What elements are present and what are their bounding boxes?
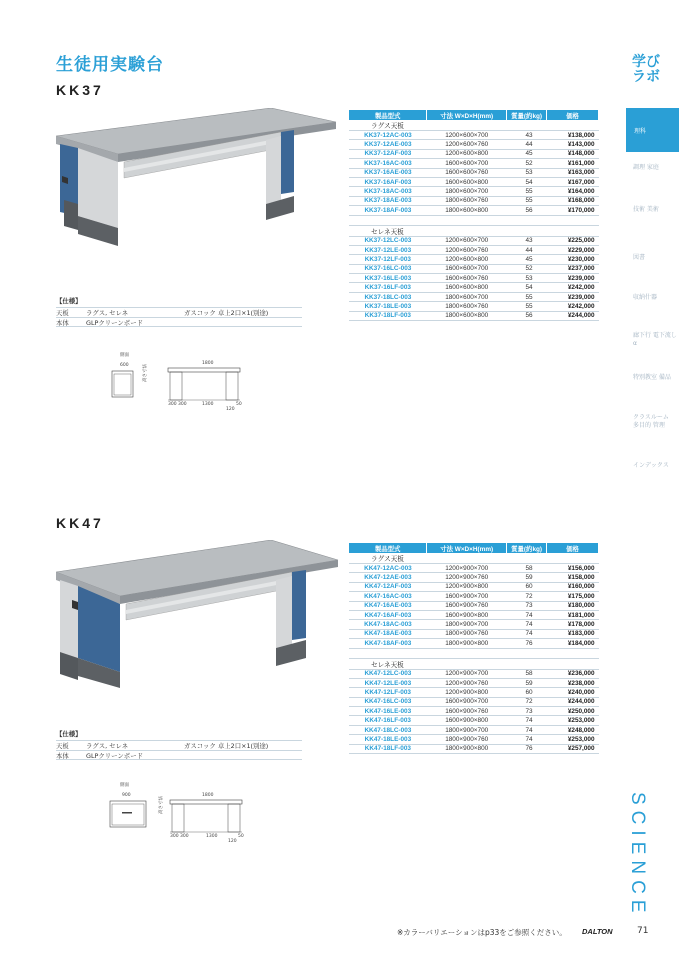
cell-weight: 53: [507, 168, 547, 177]
drawing-height-label: 高さ寸法: [159, 796, 164, 814]
cell-price: ¥178,000: [547, 620, 599, 629]
cell-size: 1800×600×760: [427, 302, 507, 311]
cell-size: 1600×900×760: [427, 601, 507, 610]
col-price: 価格: [547, 110, 599, 120]
cell-weight: 54: [507, 177, 547, 186]
cell-price: ¥160,000: [547, 582, 599, 591]
cell-code: KK47-16LF-003: [349, 716, 427, 725]
col-size: 寸法 W×D×H(mm): [427, 543, 507, 553]
spec-kk47: [56, 729, 302, 760]
page-number: 71: [637, 926, 649, 936]
nav-item[interactable]: 特別教室 備品: [633, 374, 671, 381]
table-row: [349, 149, 599, 158]
group-rows: [349, 236, 599, 321]
drawing-side-label: 側面: [120, 783, 129, 788]
nav-item[interactable]: クラスルーム 多目的 管理: [633, 414, 669, 429]
cell-price: ¥240,000: [547, 688, 599, 697]
cell-code: KK47-16AC-003: [349, 592, 427, 601]
cell-code: KK47-16AE-003: [349, 601, 427, 610]
table-row: [349, 620, 599, 629]
table-row: [349, 582, 599, 591]
cell-code: KK37-18AF-003: [349, 206, 427, 215]
cell-code: KK47-12AE-003: [349, 573, 427, 582]
cell-code: KK47-18LE-003: [349, 735, 427, 744]
cell-size: 1200×900×700: [427, 669, 507, 678]
table-row: [349, 678, 599, 687]
col-weight: 質量(約kg): [507, 543, 547, 553]
nav-item[interactable]: 図書: [633, 254, 646, 261]
col-code: 製品型式: [349, 110, 427, 120]
cell-size: 1200×600×700: [427, 236, 507, 245]
cell-size: 1800×900×760: [427, 735, 507, 744]
cell-weight: 74: [507, 620, 547, 629]
drawing-dim: 300: [168, 402, 177, 407]
cell-price: ¥170,000: [547, 206, 599, 215]
table-row: [349, 131, 599, 140]
drawing-dim: 300: [170, 834, 179, 839]
cell-weight: 53: [507, 274, 547, 283]
table-row: [349, 601, 599, 610]
table-row: [349, 716, 599, 725]
cell-code: KK47-16AF-003: [349, 610, 427, 619]
cell-weight: 45: [507, 255, 547, 264]
table-row: [349, 311, 599, 320]
cell-code: KK47-16LC-003: [349, 697, 427, 706]
spec-key: 天板: [56, 742, 69, 750]
cell-weight: 60: [507, 582, 547, 591]
table-row: [349, 639, 599, 648]
cell-size: 1600×900×700: [427, 592, 507, 601]
cell-size: 1600×600×760: [427, 168, 507, 177]
cell-price: ¥239,000: [547, 292, 599, 301]
drawing-dim: 300: [180, 834, 189, 839]
spec-kk37: [56, 296, 302, 327]
cell-size: 1600×900×800: [427, 610, 507, 619]
group-rows: [349, 669, 599, 754]
cell-price: ¥183,000: [547, 629, 599, 638]
cell-code: KK37-18AE-003: [349, 196, 427, 205]
cell-code: KK37-12LF-003: [349, 255, 427, 264]
table-row: [349, 236, 599, 245]
spec-value: ラグス, セレネ: [86, 309, 129, 317]
table-row: [349, 264, 599, 273]
table-row: [349, 697, 599, 706]
spec-key: 天板: [56, 309, 69, 317]
product-image-kk47: [56, 540, 341, 690]
cell-size: 1200×900×760: [427, 573, 507, 582]
page-title: 生徒用実験台: [56, 55, 164, 75]
footnote: ※カラーバリエーションはp33をご参照ください。: [397, 928, 567, 937]
cell-code: KK37-12AF-003: [349, 149, 427, 158]
table-row: [349, 159, 599, 168]
table-row: [349, 206, 599, 215]
col-price: 価格: [547, 543, 599, 553]
cell-price: ¥225,000: [547, 236, 599, 245]
product-image-kk37: [56, 108, 341, 248]
drawing-side-label: 側面: [120, 353, 129, 358]
cell-code: KK37-12AC-003: [349, 131, 427, 140]
table-row: [349, 274, 599, 283]
group-label: ラグス天板: [349, 120, 599, 131]
drawing-kk37: [108, 352, 248, 412]
cell-code: KK47-18AF-003: [349, 639, 427, 648]
nav-item[interactable]: 廊下行 電下流しα: [633, 332, 677, 347]
group-label: ラグス天板: [349, 553, 599, 564]
cell-code: KK37-16AC-003: [349, 159, 427, 168]
cell-price: ¥168,000: [547, 196, 599, 205]
cell-price: ¥244,000: [547, 311, 599, 320]
cell-size: 1800×900×800: [427, 744, 507, 753]
table-row: [349, 140, 599, 149]
cell-size: 1600×600×700: [427, 159, 507, 168]
cell-size: 1600×900×800: [427, 716, 507, 725]
col-size: 寸法 W×D×H(mm): [427, 110, 507, 120]
cell-price: ¥156,000: [547, 564, 599, 573]
cell-weight: 74: [507, 716, 547, 725]
col-code: 製品型式: [349, 543, 427, 553]
cell-size: 1800×600×800: [427, 206, 507, 215]
drawing-dim: 1300: [202, 402, 214, 407]
nav-item[interactable]: インデックス: [633, 462, 669, 469]
cell-price: ¥143,000: [547, 140, 599, 149]
drawing-depth: 900: [122, 793, 131, 798]
cell-price: ¥164,000: [547, 187, 599, 196]
cell-weight: 58: [507, 669, 547, 678]
drawing-depth: 600: [120, 363, 129, 368]
cell-code: KK37-16AF-003: [349, 177, 427, 186]
cell-code: KK37-18LF-003: [349, 311, 427, 320]
cell-price: ¥138,000: [547, 131, 599, 140]
cell-weight: 56: [507, 311, 547, 320]
product-table-kk37: [349, 110, 599, 321]
cell-price: ¥184,000: [547, 639, 599, 648]
drawing-dim: 300: [178, 402, 187, 407]
cell-weight: 55: [507, 187, 547, 196]
drawing-dim: 50: [236, 402, 242, 407]
spec-gas: ガスコック 卓上2口×1(別途): [184, 742, 269, 750]
table-row: [349, 744, 599, 753]
cell-size: 1200×600×700: [427, 131, 507, 140]
drawing-dim: 120: [228, 839, 237, 844]
cell-price: ¥148,000: [547, 149, 599, 158]
table-row: [349, 283, 599, 292]
drawing-dim: 50: [238, 834, 244, 839]
spec-value: GLPクリーンボード: [86, 751, 143, 760]
spec-key: 本体: [56, 318, 69, 327]
model-title-kk47: KK47: [56, 515, 104, 531]
cell-weight: 76: [507, 639, 547, 648]
cell-price: ¥181,000: [547, 610, 599, 619]
table-row: [349, 177, 599, 186]
cell-code: KK37-16LF-003: [349, 283, 427, 292]
cell-weight: 56: [507, 206, 547, 215]
product-table-kk47: [349, 543, 599, 754]
cell-size: 1600×900×700: [427, 697, 507, 706]
group-rows: [349, 131, 599, 216]
cell-size: 1600×900×760: [427, 707, 507, 716]
cell-price: ¥161,000: [547, 159, 599, 168]
cell-weight: 74: [507, 629, 547, 638]
cell-size: 1600×600×760: [427, 274, 507, 283]
cell-weight: 76: [507, 744, 547, 753]
cell-weight: 43: [507, 131, 547, 140]
cell-size: 1800×900×700: [427, 725, 507, 734]
spec-value: GLPクリーンボード: [86, 318, 143, 327]
cell-weight: 74: [507, 735, 547, 744]
cell-price: ¥158,000: [547, 573, 599, 582]
spec-head: 【仕様】: [56, 730, 82, 738]
cell-weight: 44: [507, 245, 547, 254]
cell-code: KK47-18LC-003: [349, 725, 427, 734]
table-row: [349, 707, 599, 716]
table-row: [349, 669, 599, 678]
cell-code: KK47-18AC-003: [349, 620, 427, 629]
drawing-width: 1800: [202, 793, 214, 798]
drawing-height-label: 高さ寸法: [143, 364, 148, 382]
cell-price: ¥175,000: [547, 592, 599, 601]
cell-weight: 74: [507, 725, 547, 734]
cell-price: ¥248,000: [547, 725, 599, 734]
vertical-science-text: SCIENCE: [627, 792, 648, 919]
spec-head: 【仕様】: [56, 297, 82, 305]
cell-size: 1600×600×800: [427, 283, 507, 292]
table-row: [349, 592, 599, 601]
cell-code: KK47-12LE-003: [349, 678, 427, 687]
cell-code: KK37-16LC-003: [349, 264, 427, 273]
cell-weight: 45: [507, 149, 547, 158]
cell-code: KK37-18LE-003: [349, 302, 427, 311]
cell-weight: 73: [507, 601, 547, 610]
cell-weight: 55: [507, 292, 547, 301]
cell-size: 1200×900×700: [427, 564, 507, 573]
table-row: [349, 725, 599, 734]
col-weight: 質量(約kg): [507, 110, 547, 120]
cell-weight: 72: [507, 697, 547, 706]
table-row: [349, 688, 599, 697]
table-row: [349, 255, 599, 264]
spec-gas: ガスコック 卓上2口×1(別途): [184, 309, 269, 317]
cell-weight: 44: [507, 140, 547, 149]
drawing-dim: 1300: [206, 834, 218, 839]
table-row: [349, 302, 599, 311]
brand-logo: DALTON: [582, 927, 613, 936]
drawing-kk47: [108, 782, 248, 844]
cell-weight: 73: [507, 707, 547, 716]
table-row: [349, 629, 599, 638]
cell-code: KK47-16LE-003: [349, 707, 427, 716]
table-row: [349, 168, 599, 177]
table-row: [349, 196, 599, 205]
cell-price: ¥239,000: [547, 274, 599, 283]
group-label: セレネ天板: [349, 225, 599, 236]
cell-size: 1800×900×800: [427, 639, 507, 648]
cell-code: KK47-12LF-003: [349, 688, 427, 697]
cell-weight: 52: [507, 159, 547, 168]
cell-price: ¥257,000: [547, 744, 599, 753]
cell-weight: 74: [507, 610, 547, 619]
spec-value: ラグス, セレネ: [86, 742, 129, 750]
cell-weight: 52: [507, 264, 547, 273]
cell-code: KK47-18LF-003: [349, 744, 427, 753]
cell-code: KK37-16AE-003: [349, 168, 427, 177]
cell-code: KK47-12LC-003: [349, 669, 427, 678]
cell-size: 1800×900×700: [427, 620, 507, 629]
cell-code: KK37-18AC-003: [349, 187, 427, 196]
cell-size: 1800×900×760: [427, 629, 507, 638]
cell-code: KK47-12AF-003: [349, 582, 427, 591]
drawing-width: 1800: [202, 361, 214, 366]
cell-code: KK47-18AE-003: [349, 629, 427, 638]
cell-price: ¥163,000: [547, 168, 599, 177]
cell-price: ¥244,000: [547, 697, 599, 706]
cell-price: ¥253,000: [547, 735, 599, 744]
cell-size: 1800×600×700: [427, 292, 507, 301]
cell-weight: 60: [507, 688, 547, 697]
nav-category[interactable]: 学び ラボ: [632, 54, 660, 85]
drawing-dim: 120: [226, 407, 235, 412]
cell-code: KK37-12AE-003: [349, 140, 427, 149]
cell-price: ¥230,000: [547, 255, 599, 264]
cell-price: ¥250,000: [547, 707, 599, 716]
cell-price: ¥242,000: [547, 283, 599, 292]
nav-item[interactable]: 技術 美術: [633, 206, 659, 213]
cell-price: ¥253,000: [547, 716, 599, 725]
group-label: セレネ天板: [349, 658, 599, 669]
cell-weight: 55: [507, 302, 547, 311]
cell-weight: 59: [507, 678, 547, 687]
cell-weight: 58: [507, 564, 547, 573]
cell-size: 1800×600×760: [427, 196, 507, 205]
cell-price: ¥180,000: [547, 601, 599, 610]
nav-item[interactable]: 収納什器: [633, 294, 658, 301]
cell-price: ¥237,000: [547, 264, 599, 273]
cell-size: 1200×600×760: [427, 245, 507, 254]
table-row: [349, 292, 599, 301]
cell-size: 1200×600×800: [427, 255, 507, 264]
cell-price: ¥167,000: [547, 177, 599, 186]
table-row: [349, 610, 599, 619]
model-title-kk37: KK37: [56, 82, 104, 98]
cell-code: KK37-12LC-003: [349, 236, 427, 245]
cell-weight: 59: [507, 573, 547, 582]
cell-price: ¥238,000: [547, 678, 599, 687]
cell-size: 1800×600×800: [427, 311, 507, 320]
table-row: [349, 564, 599, 573]
table-row: [349, 735, 599, 744]
group-rows: [349, 564, 599, 649]
cell-weight: 72: [507, 592, 547, 601]
nav-item[interactable]: 調理 家庭: [633, 164, 659, 171]
cell-size: 1800×600×700: [427, 187, 507, 196]
cell-code: KK47-12AC-003: [349, 564, 427, 573]
cell-code: KK37-12LE-003: [349, 245, 427, 254]
spec-key: 本体: [56, 751, 69, 760]
cell-size: 1200×900×760: [427, 678, 507, 687]
cell-weight: 55: [507, 196, 547, 205]
cell-size: 1200×600×760: [427, 140, 507, 149]
cell-code: KK37-16LE-003: [349, 274, 427, 283]
cell-size: 1600×600×700: [427, 264, 507, 273]
cell-size: 1200×600×800: [427, 149, 507, 158]
cell-weight: 43: [507, 236, 547, 245]
table-row: [349, 573, 599, 582]
cell-weight: 54: [507, 283, 547, 292]
cell-size: 1200×900×800: [427, 688, 507, 697]
cell-price: ¥229,000: [547, 245, 599, 254]
cell-price: ¥236,000: [547, 669, 599, 678]
table-row: [349, 245, 599, 254]
nav-item-active[interactable]: 理科: [626, 108, 679, 152]
cell-code: KK37-18LC-003: [349, 292, 427, 301]
cell-size: 1600×600×800: [427, 177, 507, 186]
cell-size: 1200×900×800: [427, 582, 507, 591]
cell-price: ¥242,000: [547, 302, 599, 311]
table-row: [349, 187, 599, 196]
